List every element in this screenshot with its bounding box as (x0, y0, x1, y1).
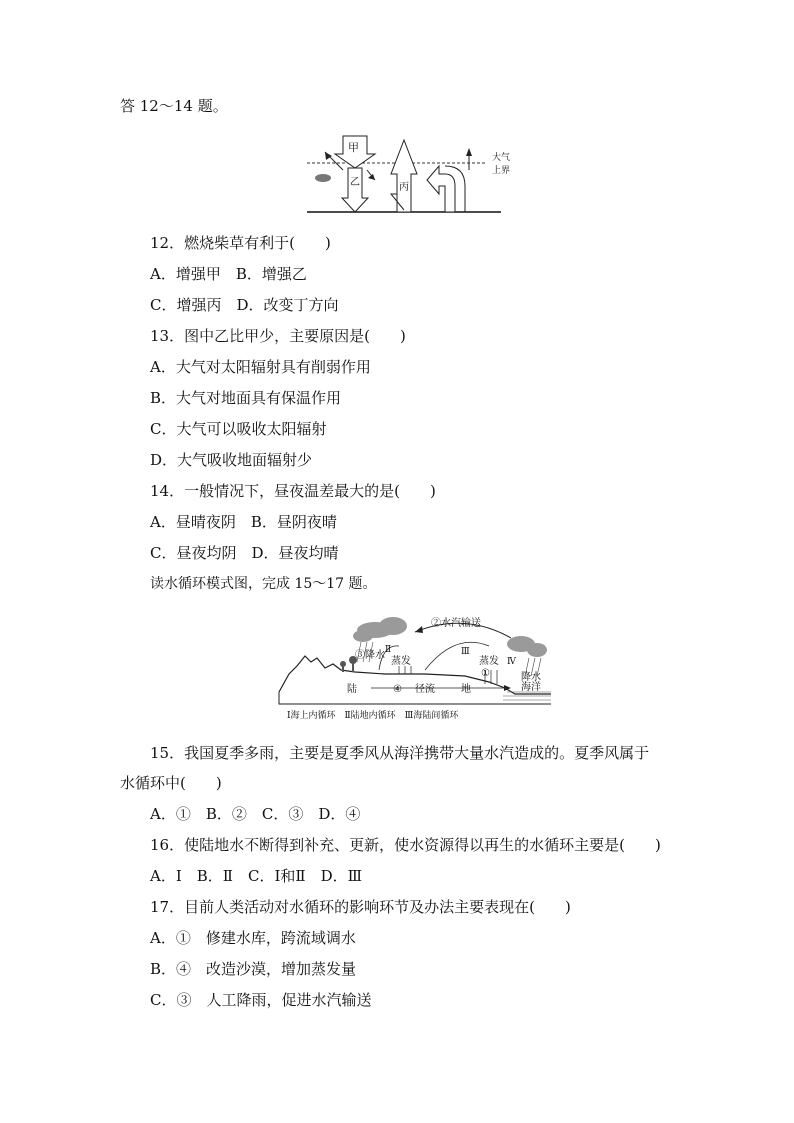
label-circle-1: ① (481, 668, 490, 679)
label-vapor-transport: ②水汽输送 (431, 618, 481, 629)
q13-stem: 13．图中乙比甲少，主要原因是( ) (150, 327, 406, 345)
cloud-icon (315, 174, 331, 182)
q14-options-cd: C．昼夜均阴 D．昼夜均晴 (150, 544, 339, 562)
q17-option-b: B．④ 改造沙漠，增加蒸发量 (150, 960, 357, 978)
cloud-right-icon (507, 636, 547, 657)
label-roman-iii: Ⅲ (461, 647, 470, 657)
label-roman-ii: Ⅱ (385, 645, 392, 655)
label-runoff: 径流 (415, 684, 435, 695)
water-cycle-diagram (275, 612, 555, 724)
q17-option-a: A．① 修建水库，跨流域调水 (150, 929, 356, 947)
q15-options: A．① B．② C．③ D．④ (150, 805, 361, 823)
q13-option-a: A．大气对太阳辐射具有削弱作用 (150, 358, 371, 376)
boundary-label-1: 大气 (492, 153, 511, 163)
arrow-ding (427, 166, 465, 212)
q17-option-c: C．③ 人工降雨，促进水汽输送 (150, 991, 372, 1009)
label-evap-left: 蒸发 (391, 656, 411, 667)
label-roman-iv: Ⅳ (507, 657, 516, 667)
label-precip-right: 降水 (521, 672, 541, 683)
intro-text-top: 答 12～14 题。 (120, 97, 228, 115)
sea-water (503, 692, 551, 700)
radiation-diagram (305, 130, 525, 216)
label-yi: 乙 (350, 177, 360, 188)
q14-stem: 14．一般情况下，昼夜温差最大的是( ) (150, 482, 436, 500)
cloud-left-icon (353, 617, 407, 642)
q13-option-c: C．大气可以吸收太阳辐射 (150, 420, 327, 438)
q16-stem: 16．使陆地水不断得到补充、更新，使水资源得以再生的水循环主要是( ) (150, 836, 661, 854)
q13-option-b: B．大气对地面具有保温作用 (150, 389, 342, 407)
figure-legend: Ⅰ海上内循环 Ⅱ陆地内循环 Ⅲ海陆间循环 (287, 711, 459, 721)
arrow-bing (391, 140, 417, 212)
intro-text-figure2: 读水循环模式图，完成 15～17 题。 (150, 576, 377, 592)
label-evap-right: 蒸发 (479, 656, 499, 667)
label-precip-left: ③降水 (355, 650, 385, 661)
label-jia: 甲 (348, 141, 359, 154)
label-circle-4: ④ (393, 684, 402, 695)
label-land: 陆 (347, 684, 357, 695)
label-sea: 海洋 (521, 682, 541, 693)
q14-options-ab: A．昼晴夜阴 B．昼阴夜晴 (150, 513, 337, 531)
q12-options-ab: A．增强甲 B．增强乙 (150, 265, 307, 283)
q15-stem-line2: 水循环中( ) (120, 774, 222, 792)
label-ground: 地 (461, 684, 471, 695)
q12-stem: 12．燃烧柴草有利于( ) (150, 234, 331, 252)
q12-options-cd: C．增强丙 D．改变丁方向 (150, 296, 339, 314)
q13-option-d: D．大气吸收地面辐射少 (150, 451, 313, 469)
q15-stem-line1: 15．我国夏季多雨，主要是夏季风从海洋携带大量水汽造成的。夏季风属于 (150, 744, 650, 762)
label-bing: 丙 (399, 182, 409, 193)
boundary-label-2: 上界 (492, 166, 511, 176)
q16-options: A．Ⅰ B．Ⅱ C．Ⅰ和Ⅱ D．Ⅲ (150, 867, 363, 885)
q17-stem: 17．目前人类活动对水循环的影响环节及办法主要表现在( ) (150, 898, 571, 916)
